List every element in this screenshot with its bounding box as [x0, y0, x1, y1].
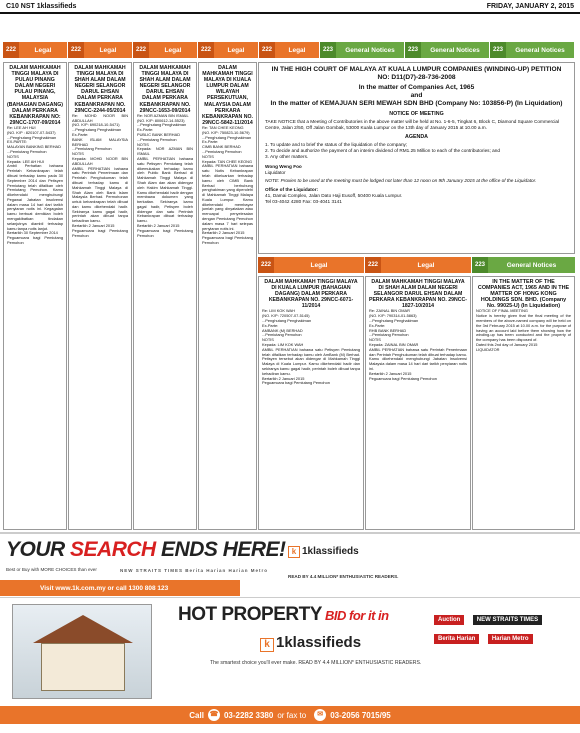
agenda-item-2: 2. To decide and authorize the payment of an interim dividend of RM1.25 Million to each of the contributories; and	[265, 148, 500, 153]
hotprop-brand	[260, 634, 361, 652]
category-number: 223	[405, 42, 421, 58]
section-name: C10 NST 1klassifieds	[6, 2, 77, 10]
notice-title: DALAM MAHKAMAH TINGGI MALAYA DI KUALA LUMPUR (BAHAGIAN DAGANG) DALAM PERKARA KEBANKRAPAN NO. 29NCC-6071-11/2014	[264, 279, 358, 310]
hotprop-slogan: The smartest choice you'll ever make. READ BY 4.4 MILLION* ENTHUSIASTIC READERS.	[210, 660, 422, 666]
court-winding-up-notice	[258, 62, 575, 254]
notice-paragraph: TAKE NOTICE that a Meeting of Contributories in the above matter will be held at No. 1-6-5, Tingkat 6, Block C, Diamond Square Commercial Centre, Jalan 2/50, Off Jalan Gombak, 53000 Kuala Lumpur on the 13th day of January 2015 at 10.00 a.m.	[265, 119, 560, 130]
k-logo-icon: k	[288, 546, 300, 558]
hot-property-title	[178, 604, 389, 626]
banner-headline	[6, 538, 286, 562]
category-number: 222	[259, 42, 275, 58]
category-label: Legal	[164, 46, 182, 54]
category-general-notices-4[interactable]	[472, 257, 575, 273]
call-label: Call	[189, 710, 204, 720]
notice-body: Re: NOR AZMAN BIN ISMAIL (NO. K/P: 800612-14-5523) ...Penghutang Penghakiman Ex-Parte: PUBLIC BANK BERHAD ...Pemiutang Pemohon NOTIS Kepada: NOR AZMAN BIN ISMAIL AMBIL PERHATIAN bahawa satu Petisyen Pemiutang telah dikemukakan terhadap kamu oleh Public Bank Berhad di Mahkamah Tinggi Malaya di Shah Alam dan akan didengar oleh Hakim Mahkamah Tinggi. Kamu dikehendaki hadir dengan membawa dokumen yang berkaitan. Sekiranya kamu gagal hadir, Petisyen boleh didengar dan satu Perintah Kebankrapan dibuat terhadap kamu. Bertarikh 2 Januari 2015 Peguamcara bagi Pemiutang Pemohon	[137, 112, 193, 238]
legal-notice-6	[365, 276, 471, 530]
notice-body: Re: MOHD NOOR BIN ABDULLAH (NO. K/P: 690218-10-5471) ...Penghutang Penghakiman Ex-Parte: BANK ISLAM MALAYSIA BERHAD ...Pemiutang Pemohon NOTIS Kepada: MOHD NOOR BIN ABDULLAH AMBIL PERHATIAN bahawa satu Perintah Penerimaan dan Perintah Penghukuman telah dibuat terhadap kamu di Mahkamah Tinggi Malaya di Shah Alam oleh Bank Islam Malaysia Berhad. Permohonan untuk kebankrapan telah dibuat dan kamu dikehendaki hadir. Sekiranya kamu gagal hadir, perintah akan dibuat tanpa kehadiran kamu. Bertarikh 2 Januari 2015 Peguamcara bagi Pemiutang Pemohon	[72, 112, 128, 238]
notice-title: DALAM MAHKAMAH TINGGI MALAYA DI SHAH ALAM DALAM NEGERI SELANGOR DARUL EHSAN DALAM PERKARA KEBANKRAPAN NO. 29NCC-1653-09/2014	[139, 65, 191, 114]
category-label: Legal	[288, 46, 306, 54]
legal-notice-5	[258, 276, 364, 530]
legal-notice-1	[3, 62, 67, 530]
category-number: 222	[258, 257, 274, 273]
agenda-title: AGENDA	[405, 134, 428, 140]
title-main: HOT PROPERTY	[178, 604, 322, 625]
category-general-notices-2[interactable]	[405, 42, 489, 58]
signer-role: Liquidator	[265, 170, 286, 175]
category-label: Legal	[99, 46, 117, 54]
category-label: General Notices	[515, 46, 565, 54]
notice-body: Re: TAN CHEE KEONG (NO. K/P: 750823-10-5679) ...Penghutang Penghakiman Ex-Parte: CIMB BANK BERHAD ...Pemiutang Pemohon NOTIS Kepada: TAN CHEE KEONG AMBIL PERHATIAN bahawa satu Notis Kebankrapan telah dikeluarkan terhadap kamu oleh CIMB Bank Berhad berhubung penghakiman yang diperolehi di Mahkamah Tinggi Malaya Kuala Lumpur. Kamu dikehendaki membayar jumlah yang dinyatakan atau mencapai penyelesaian dengan Pemiutang Pemohon dalam masa 7 hari selepas penyiaran notis ini. Bertarikh 2 Januari 2015 Peguamcara bagi Pemiutang Pemohon	[202, 124, 253, 246]
category-label: Legal	[310, 261, 328, 269]
phone-icon: ☎	[208, 709, 220, 721]
agenda-item-1: 1. To update and to brief the status of the liquidation of the company;	[265, 142, 408, 147]
category-number: 223	[490, 42, 506, 58]
category-general-notices-3[interactable]	[490, 42, 574, 58]
general-notice-1	[472, 276, 575, 530]
phone-number[interactable]: 03-2282 3380	[223, 710, 274, 720]
category-number: 222	[133, 42, 149, 58]
and-heading: and	[410, 92, 423, 99]
headline-part-2: SEARCH	[70, 538, 156, 561]
house-photo	[12, 604, 152, 699]
fax-label: or fax to	[277, 710, 307, 720]
notice-title: DALAM MAHKAMAH TINGGI MALAYA DI SHAH ALAM DALAM NEGERI SELANGOR DARUL EHSAN DALAM PERKARA KEBANKRAPAN NO. 29NCC-1827-10/2014	[369, 279, 467, 310]
category-number: 222	[3, 42, 19, 58]
sponsor-bh: Berita Harian	[434, 634, 479, 644]
category-legal-2[interactable]	[68, 42, 132, 58]
category-legal-7[interactable]	[365, 257, 471, 273]
proxy-note: NOTE: Proxies to be used at the meeting must be lodged not later than 12 noon on 9th January 2015 at the office of the Liquidator.	[265, 178, 537, 183]
category-label: General Notices	[506, 261, 557, 269]
category-number: 222	[68, 42, 84, 58]
agenda-item-3: 3. Any other matters.	[265, 154, 309, 159]
website-bar[interactable]: Visit www.1k.com.my or call 1300 808 123	[0, 580, 240, 596]
company-heading: In the matter of KEMAJUAN SERI MEWAH SDN BHD (Company No: 103856-P) (In Liquidation)	[270, 100, 563, 107]
category-general-notices-1[interactable]	[320, 42, 404, 58]
roof-shape	[33, 615, 133, 643]
legal-notice-2	[68, 62, 132, 530]
category-legal-3[interactable]	[133, 42, 197, 58]
notice-body: Re: ZAINAL BIN OMAR (NO. K/P: 790314-01-5863) ...Penghutang Penghakiman Ex-Parte: RHB BANK BERHAD ...Pemiutang Pemohon NOTIS Kepada: ZAINAL BIN OMAR AMBIL PERHATIAN bahawa satu Perintah Penerimaan dan Perintah Penghukuman telah dibuat terhadap kamu. Kamu dikehendaki menghubungi Jabatan Insolvensi Malaysia dalam masa 14 hari dari tarikh penyiaran notis ini. Bertarikh 2 Januari 2015 Peguamcara bagi Pemiutang Pemohon	[369, 308, 467, 381]
notice-body: NOTICE OF FINAL MEETING Notice is hereby given that the final meeting of the members of the above-named company will be held on the 3rd February 2015 at 10.00 a.m. for the purpose of having an account laid before them showing how the winding-up has been conducted and the property of the company has been disposed of. Dated this 2nd day of January 2015 LIQUIDATOR	[476, 308, 571, 352]
notice-body: Re: LEE AH HUI (NO. K/P : 820107-07-5437) ...Penghutang Penghakiman EX-PARTE: MALAYAN BANKING BERHAD ...Pemiutang Pemohon NOTIS Kepada: LEE AH HUI Ambil Perhatian bahawa Perintah Kebankrapan telah dibuat terhadap kamu pada 30 September 2014 dan Petisyen Pemiutang telah difailkan oleh Pemiutang Pemohon. Kamu dikehendaki menghubungi Pegawai Jabatan Insolvensi dalam masa 14 hari dari tarikh penyiaran notis ini. Kegagalan kamu berbuat demikian boleh mengakibatkan tindakan selanjutnya diambil terhadap kamu tanpa notis lanjut. Bertarikh 30 September 2014 Peguamcara bagi Pemiutang Pemohon	[7, 124, 63, 246]
headline-part-1: YOUR	[6, 538, 71, 561]
fax-icon: ✉	[314, 709, 326, 721]
category-label: Legal	[34, 46, 52, 54]
category-row-top	[3, 42, 575, 58]
notice-title: DALAM MAHKAMAH TINGGI MALAYA DI SHAH ALAM DALAM NEGERI SELANGOR DARUL EHSAN DALAM PERKARA KEBANKRAPAN NO. 29NCC-2244-05/2014	[74, 65, 126, 114]
category-legal-4[interactable]	[198, 42, 258, 58]
banner-brand-logo	[288, 546, 359, 558]
hotprop-sponsors	[432, 608, 572, 670]
category-number: 222	[198, 42, 214, 58]
signer-name: Wong Weng Foo	[265, 164, 302, 169]
category-label: General Notices	[430, 46, 480, 54]
notice-subtitle: NOTICE OF MEETING	[389, 111, 444, 117]
brand-name: 1klassifieds	[302, 546, 359, 557]
legal-notice-3	[133, 62, 197, 530]
banner-subline: Best or Buy with MORE CHOICES than ever	[6, 567, 97, 572]
category-number: 223	[472, 257, 488, 273]
brand-name: 1klassifieds	[276, 634, 362, 651]
office-phone: Tel 03-4042 4280 Fax: 03-4041 3141	[265, 199, 342, 204]
hot-property-ad[interactable]	[0, 597, 580, 722]
category-legal-1[interactable]	[3, 42, 67, 58]
k-logo-icon: k	[260, 638, 274, 652]
category-label: Legal	[227, 46, 245, 54]
category-label: Legal	[417, 261, 435, 269]
category-legal-6[interactable]	[258, 257, 364, 273]
office-title: Office of the Liquidator:	[265, 187, 319, 192]
notice-body: Re: LIM KOK WAH (NO. K/P: 720507-07-5145) ...Penghutang Penghakiman Ex-Parte: AMBANK (M) BERHAD ...Pemiutang Pemohon NOTIS Kepada: LIM KOK WAH AMBIL PERHATIAN bahawa satu Petisyen Pemiutang telah difailkan terhadap kamu oleh AmBank (M) Berhad. Petisyen tersebut akan didengar di Mahkamah Tinggi Malaya di Kuala Lumpur. Kamu dikehendaki hadir dan sekiranya kamu gagal hadir, perintah boleh dibuat tanpa kehadiran kamu. Bertarikh 2 Januari 2015 Peguamcara bagi Pemiutang Pemohon	[262, 308, 360, 386]
sponsor-auction: Auction	[434, 615, 464, 625]
category-legal-5[interactable]	[259, 42, 319, 58]
banner-tagline: READ BY 4.4 MILLION* ENTHUSIASTIC READERS.	[288, 574, 399, 579]
sponsor-nst: NEW STRAITS TIMES	[473, 615, 542, 625]
notice-title: DALAM MAHKAMAH TINGGI MALAYA DI KUALA LUMPUR DALAM WILAYAH PERSEKUTUAN, MALAYSIA DALAM PERKARA KEBANKRAPAN NO. 29NCC-5842-11/2014	[202, 65, 253, 126]
headline-part-3: ENDS HERE!	[155, 538, 286, 561]
notice-title: DALAM MAHKAMAH TINGGI MALAYA DI PULAU PINANG DALAM NEGERI PULAU PINANG, MALAYSIA (BAHAGIAN DAGANG) DALAM PERKARA KEBANKRAPAN NO: 29NCC-1707-09/2014	[7, 65, 63, 126]
wall-shape	[41, 643, 125, 691]
banner-sponsors: NEW STRAITS TIMES Berita Harian Harian Metro	[120, 568, 269, 573]
fax-number[interactable]: 03-2056 7015/95	[330, 710, 391, 720]
category-number: 223	[320, 42, 336, 58]
act-heading: In the matter of Companies Act, 1965	[358, 84, 475, 91]
category-label: General Notices	[345, 46, 395, 54]
court-heading: IN THE HIGH COURT OF MALAYA AT KUALA LUMPUR COMPANIES (WINDING-UP) PETITION NO: D11(D7)-28-736-2008	[271, 66, 562, 81]
office-address: 41, Damai Complex, Jalan Dato Haji Eusoff, 50400 Kuala Lumpur.	[265, 193, 403, 198]
legal-notice-4	[198, 62, 257, 530]
category-row-mid	[258, 257, 576, 273]
title-bid: BID for it in	[321, 608, 389, 623]
issue-date: FRIDAY, JANUARY 2, 2015	[486, 2, 574, 10]
page-header	[0, 0, 580, 14]
sponsor-hm: Harian Metro	[488, 634, 533, 644]
category-number: 222	[365, 257, 381, 273]
notice-title: IN THE MATTER OF THE COMPANIES ACT, 1965 AND IN THE MATTER OF HONG KONG HOLDINGS SDN. BHD. (Company No. 99025-U) (In Liquidation)	[477, 279, 570, 310]
contact-bar[interactable]	[0, 706, 580, 724]
